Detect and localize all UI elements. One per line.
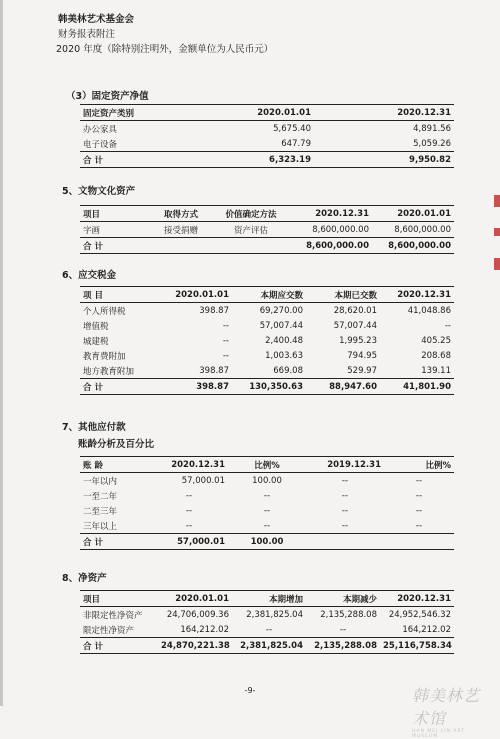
table-row <box>80 318 454 333</box>
column-header: 本期增加 <box>232 591 306 607</box>
table-total-row <box>80 638 454 654</box>
table-cell: 8,600,000.00 <box>394 224 451 235</box>
table-row <box>80 333 454 348</box>
table-cell: 69,270.00 <box>259 305 303 316</box>
table-cell: 2,381,825.04 <box>246 609 303 620</box>
table-cell: 24,870,221.38 <box>158 638 232 654</box>
table-cell: 8,600,000.00 <box>312 224 369 235</box>
table-cell: -- <box>415 505 423 516</box>
table-cell: 398.87 <box>164 379 232 395</box>
table-cell <box>150 238 212 254</box>
table-cell: 41,801.90 <box>380 379 454 395</box>
table-cell: 一至二年 <box>83 491 118 502</box>
column-header: 2020.12.31 <box>380 591 454 607</box>
red-edge-mark <box>494 258 500 270</box>
page-number: -9- <box>244 686 256 695</box>
table-total-row <box>80 534 454 550</box>
table-header-row <box>80 457 454 473</box>
table-row <box>80 303 454 319</box>
table-row <box>80 222 454 238</box>
column-header: 账 龄 <box>80 457 150 473</box>
table-cell: 139.11 <box>421 365 451 376</box>
table-cell: 1,995.23 <box>339 335 377 346</box>
section-taxes-title: 6、应交税金 <box>62 270 117 281</box>
table-cell: 130,350.63 <box>232 379 306 395</box>
column-header: 2019.12.31 <box>306 457 384 473</box>
table-cell: -- <box>341 475 349 486</box>
table-cell: 字画 <box>83 225 101 236</box>
table-cell: 合 计 <box>80 379 164 395</box>
column-header: 2020.12.31 <box>290 206 372 222</box>
table-row <box>80 121 454 137</box>
aging-analysis-subtitle: 账龄分析及百分比 <box>78 439 155 450</box>
column-header: 项目 <box>80 591 158 607</box>
table-cell: 一年以内 <box>83 476 118 487</box>
year-note: 2020 年度（除特别注明外，金额单位为人民币元） <box>56 44 274 55</box>
column-header: 2020.12.31 <box>380 287 454 303</box>
table-cell: 5,059.26 <box>413 138 451 149</box>
column-header: 2020.01.01 <box>184 105 314 121</box>
section-cultural-assets-title: 5、文物文化资产 <box>62 186 136 197</box>
watermark-chinese-text: 韩美林艺术馆 <box>412 686 481 728</box>
table-cell: 合 计 <box>80 534 150 550</box>
fixed-assets-table <box>80 104 454 168</box>
column-header: 比例% <box>384 457 454 473</box>
red-edge-mark <box>494 228 500 236</box>
table-cell: 41,048.86 <box>407 305 451 316</box>
table-cell: -- <box>341 490 349 501</box>
table-cell: 城建税 <box>83 336 109 347</box>
table-cell: 100.00 <box>228 534 306 550</box>
table-cell: -- <box>265 624 273 635</box>
table-cell: 办公家具 <box>83 124 118 135</box>
section-net-assets-title: 8、净资产 <box>62 573 107 584</box>
table-cell: 57,007.44 <box>259 320 303 331</box>
section-other-payables-title: 7、其他应付款 <box>62 422 126 433</box>
table-cell: 限定性净资产 <box>83 625 135 636</box>
table-cell: 405.25 <box>421 335 451 346</box>
table-row <box>80 607 454 623</box>
column-header: 固定资产类别 <box>80 105 184 121</box>
table-cell: 5,675.40 <box>273 123 311 134</box>
table-header-row <box>80 591 454 607</box>
column-header: 取得方式 <box>150 206 212 222</box>
table-cell: 合 计 <box>80 638 158 654</box>
table-cell: 地方教育附加 <box>83 366 135 377</box>
column-header: 价值确定方法 <box>212 206 290 222</box>
table-cell: 4,891.56 <box>413 123 451 134</box>
table-cell: 9,950.82 <box>314 152 454 168</box>
table-cell: 57,007.44 <box>333 320 377 331</box>
column-header: 本期减少 <box>306 591 380 607</box>
museum-watermark-logo <box>412 683 492 739</box>
table-row <box>80 503 454 518</box>
table-cell: -- <box>263 505 271 516</box>
org-name: 韩美林艺术基金会 <box>58 14 135 25</box>
table-cell: 三年以上 <box>83 521 118 532</box>
scan-edge <box>0 0 3 706</box>
column-header: 2020.01.01 <box>372 206 454 222</box>
table-cell: 57,000.01 <box>150 534 228 550</box>
table-header-row <box>80 287 454 303</box>
table-row <box>80 363 454 379</box>
table-cell: 合 计 <box>80 238 150 254</box>
column-header: 2020.12.31 <box>314 105 454 121</box>
table-cell: -- <box>415 490 423 501</box>
table-cell: 669.08 <box>273 365 303 376</box>
table-cell: 28,620.01 <box>333 305 377 316</box>
table-cell: 二至三年 <box>83 506 118 517</box>
table-cell <box>306 534 384 550</box>
column-header: 本期已交数 <box>306 287 380 303</box>
table-cell: -- <box>415 475 423 486</box>
table-cell: 教育费附加 <box>83 351 126 362</box>
column-header: 2020.01.01 <box>158 591 232 607</box>
table-cell: -- <box>222 335 229 346</box>
table-cell: -- <box>339 624 347 635</box>
table-cell: 个人所得税 <box>83 306 126 317</box>
table-cell: 2,135,288.08 <box>320 609 377 620</box>
table-cell: 8,600,000.00 <box>372 238 454 254</box>
table-cell: 2,381,825.04 <box>232 638 306 654</box>
table-cell: -- <box>341 505 349 516</box>
report-subtitle: 财务报表附注 <box>58 29 116 40</box>
table-cell: -- <box>263 520 271 531</box>
column-header: 2020.12.31 <box>150 457 228 473</box>
table-total-row <box>80 238 454 254</box>
table-cell: 25,116,758.34 <box>380 638 454 654</box>
table-cell <box>384 534 454 550</box>
table-cell: 164,212.02 <box>402 624 451 635</box>
table-cell: 6,323.19 <box>184 152 314 168</box>
table-header-row <box>80 206 454 222</box>
taxes-table <box>80 286 454 395</box>
table-cell: -- <box>415 520 423 531</box>
table-cell: 8,600,000.00 <box>290 238 372 254</box>
table-cell: 1,003.63 <box>265 350 303 361</box>
table-cell: 电子设备 <box>83 139 118 150</box>
table-cell: -- <box>222 350 229 361</box>
table-cell: 合 计 <box>80 152 184 168</box>
table-cell: 529.97 <box>347 365 377 376</box>
table-cell: 398.87 <box>199 365 229 376</box>
column-header: 项 目 <box>80 287 164 303</box>
other-payables-table <box>80 456 454 550</box>
table-cell: -- <box>444 320 451 331</box>
table-row <box>80 136 454 152</box>
table-cell: 208.68 <box>421 350 451 361</box>
table-cell: 接受捐赠 <box>163 225 198 236</box>
watermark-english-text: HAN MEI LIN ART MUSEUM <box>412 729 465 739</box>
table-cell: 增值税 <box>83 321 109 332</box>
table-cell: -- <box>263 490 271 501</box>
table-cell: 2,135,288.08 <box>306 638 380 654</box>
table-total-row <box>80 379 454 395</box>
table-row <box>80 488 454 503</box>
table-cell: -- <box>185 520 193 531</box>
red-edge-mark <box>494 195 500 207</box>
table-cell: 资产评估 <box>233 225 268 236</box>
column-header: 比例% <box>228 457 306 473</box>
section-fixed-assets-title: （3）固定资产净值 <box>66 91 149 102</box>
table-cell: -- <box>185 505 193 516</box>
table-cell: 88,947.60 <box>306 379 380 395</box>
table-cell: 164,212.02 <box>180 624 229 635</box>
column-header: 本期应交数 <box>232 287 306 303</box>
cultural-assets-table <box>80 205 454 254</box>
table-total-row <box>80 152 454 168</box>
table-cell: 24,952,546.32 <box>388 609 451 620</box>
table-header-row <box>80 105 454 121</box>
table-cell: 794.95 <box>347 350 377 361</box>
net-assets-table <box>80 590 454 654</box>
table-cell: 57,000.01 <box>181 475 225 486</box>
table-cell: -- <box>222 320 229 331</box>
table-cell: 398.87 <box>199 305 229 316</box>
table-row <box>80 622 454 638</box>
table-cell: 2,400.48 <box>265 335 303 346</box>
table-row <box>80 348 454 363</box>
table-cell <box>212 238 290 254</box>
table-cell: 100.00 <box>252 475 282 486</box>
table-cell: 非限定性净资产 <box>83 610 143 621</box>
table-cell: 24,706,009.36 <box>166 609 229 620</box>
column-header: 2020.01.01 <box>164 287 232 303</box>
table-row <box>80 473 454 489</box>
table-cell: -- <box>185 490 193 501</box>
table-row <box>80 518 454 534</box>
column-header: 项目 <box>80 206 150 222</box>
table-cell: 647.79 <box>281 138 311 149</box>
table-cell: -- <box>341 520 349 531</box>
